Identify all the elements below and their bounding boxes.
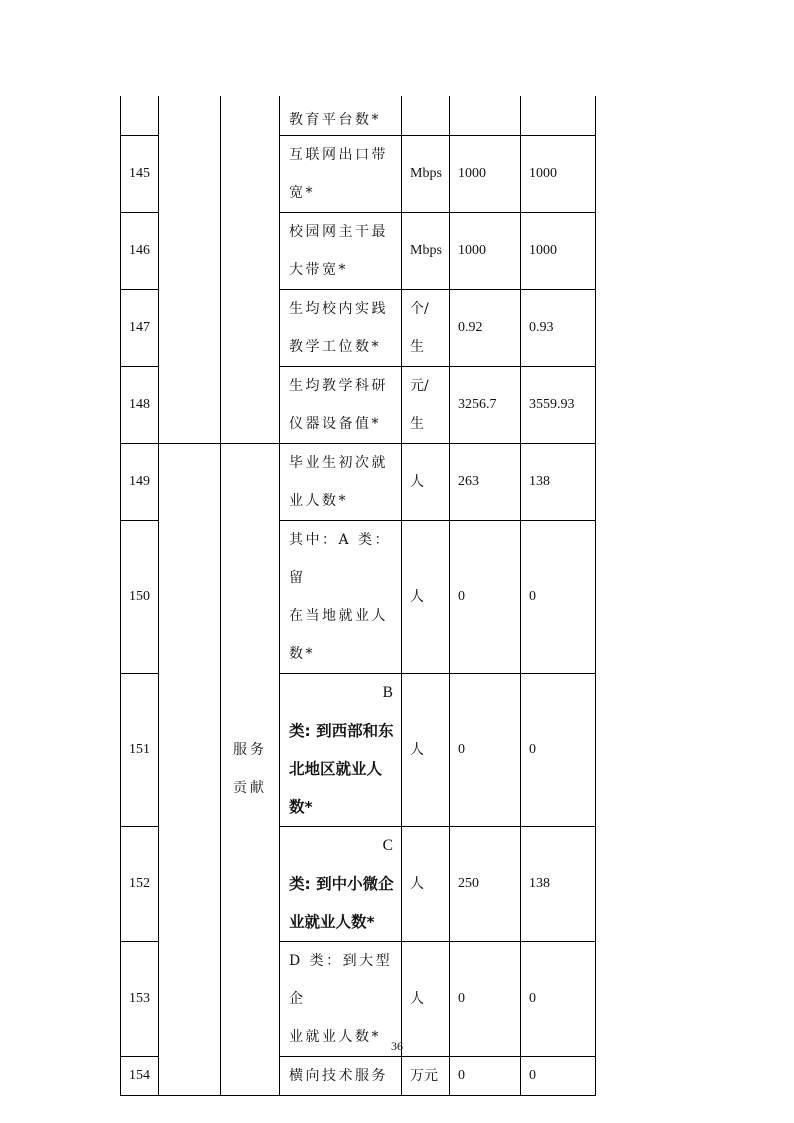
value-cell: 0 — [450, 520, 521, 673]
indicator-text: D 类：到大型企 — [289, 952, 393, 1007]
indicator-text: 生均教学科研 — [289, 377, 388, 394]
value-cell: 3559.93 — [521, 366, 596, 443]
row-number: 153 — [121, 941, 159, 1056]
unit-cell: 人 — [402, 443, 450, 520]
table-row — [121, 443, 596, 520]
indicator-cell — [280, 212, 402, 289]
unit-text: Mbps — [410, 165, 442, 181]
unit-cell — [402, 366, 450, 443]
category-cell — [159, 96, 221, 443]
row-number: 154 — [121, 1056, 159, 1095]
row-number: 147 — [121, 289, 159, 366]
indicator-cell — [280, 673, 402, 826]
unit-cell: 万元 — [402, 1056, 450, 1095]
value-cell — [521, 96, 596, 135]
subcategory-cell — [221, 96, 280, 443]
service-contribution-category — [221, 443, 280, 1095]
indicator-letter: C — [382, 836, 393, 854]
category-cell — [159, 443, 221, 1095]
value-cell: 1000 — [450, 212, 521, 289]
unit-cell — [402, 96, 450, 135]
unit-text: 个/ — [410, 300, 429, 317]
page-number: 36 — [391, 1039, 403, 1053]
indicator-cell — [280, 96, 402, 135]
value-cell: 1000 — [450, 135, 521, 212]
value-cell: 0 — [450, 1056, 521, 1095]
value-cell: 1000 — [521, 135, 596, 212]
unit-cell — [402, 135, 450, 212]
unit-cell: 人 — [402, 520, 450, 673]
indicator-text: 宽* — [289, 184, 315, 201]
no-cell — [121, 96, 159, 135]
indicator-text: 横向技术服务 — [289, 1067, 388, 1084]
indicator-text: 业就业人数* — [289, 1028, 381, 1045]
value-cell: 0 — [521, 1056, 596, 1095]
indicator-text: 数* — [289, 797, 313, 816]
unit-text: 生 — [410, 338, 424, 355]
row-number: 152 — [121, 826, 159, 941]
value-cell: 0 — [521, 941, 596, 1056]
value-cell: 138 — [521, 826, 596, 941]
indicator-text: 教学工位数* — [289, 338, 381, 355]
value-cell: 0.93 — [521, 289, 596, 366]
indicator-text: 在当地就业人 — [289, 607, 388, 624]
unit-text: 元/ — [410, 377, 429, 394]
value-cell: 250 — [450, 826, 521, 941]
unit-cell — [402, 289, 450, 366]
indicator-text: 生均校内实践 — [289, 300, 388, 317]
value-cell: 0 — [521, 673, 596, 826]
row-number: 145 — [121, 135, 159, 212]
indicator-cell — [280, 826, 402, 941]
indicator-table — [120, 96, 596, 1096]
value-cell: 0.92 — [450, 289, 521, 366]
indicator-text: 大带宽* — [289, 261, 348, 278]
indicator-text: 类: 到中小微企 — [289, 874, 394, 893]
value-cell — [450, 96, 521, 135]
unit-text: 生 — [410, 415, 424, 432]
category-text: 贡献 — [233, 780, 267, 796]
indicator-text: 业就业人数* — [289, 912, 375, 931]
unit-cell: 人 — [402, 941, 450, 1056]
indicator-text: 毕业生初次就 — [289, 454, 388, 471]
value-cell: 0 — [521, 520, 596, 673]
indicator-cell — [280, 443, 402, 520]
table-row — [121, 96, 596, 135]
row-number: 146 — [121, 212, 159, 289]
indicator-text: 仪器设备值* — [289, 415, 381, 432]
value-cell: 0 — [450, 673, 521, 826]
indicator-text: 类: 到西部和东 — [289, 721, 394, 740]
indicator-text: 校园网主干最 — [289, 223, 388, 240]
indicator-cell — [280, 135, 402, 212]
indicator-cell — [280, 289, 402, 366]
unit-cell — [402, 212, 450, 289]
unit-cell: 人 — [402, 826, 450, 941]
row-number: 151 — [121, 673, 159, 826]
value-cell: 1000 — [521, 212, 596, 289]
indicator-text: 其中：A 类：留 — [289, 531, 392, 586]
indicator-letter: B — [382, 683, 393, 701]
unit-cell: 人 — [402, 673, 450, 826]
indicator-cell — [280, 520, 402, 673]
indicator-text: 业人数* — [289, 492, 348, 509]
unit-text: Mbps — [410, 242, 442, 258]
indicator-text: 数* — [289, 645, 315, 662]
value-cell: 0 — [450, 941, 521, 1056]
value-cell: 3256.7 — [450, 366, 521, 443]
value-cell: 263 — [450, 443, 521, 520]
indicator-text: 互联网出口带 — [289, 146, 388, 163]
indicator-text: 教育平台数* — [289, 111, 381, 128]
row-number: 149 — [121, 443, 159, 520]
indicator-text: 北地区就业人 — [289, 759, 383, 778]
indicator-cell — [280, 1056, 402, 1095]
row-number: 148 — [121, 366, 159, 443]
row-number: 150 — [121, 520, 159, 673]
category-text: 服务 — [233, 742, 267, 758]
value-cell: 138 — [521, 443, 596, 520]
indicator-cell — [280, 366, 402, 443]
